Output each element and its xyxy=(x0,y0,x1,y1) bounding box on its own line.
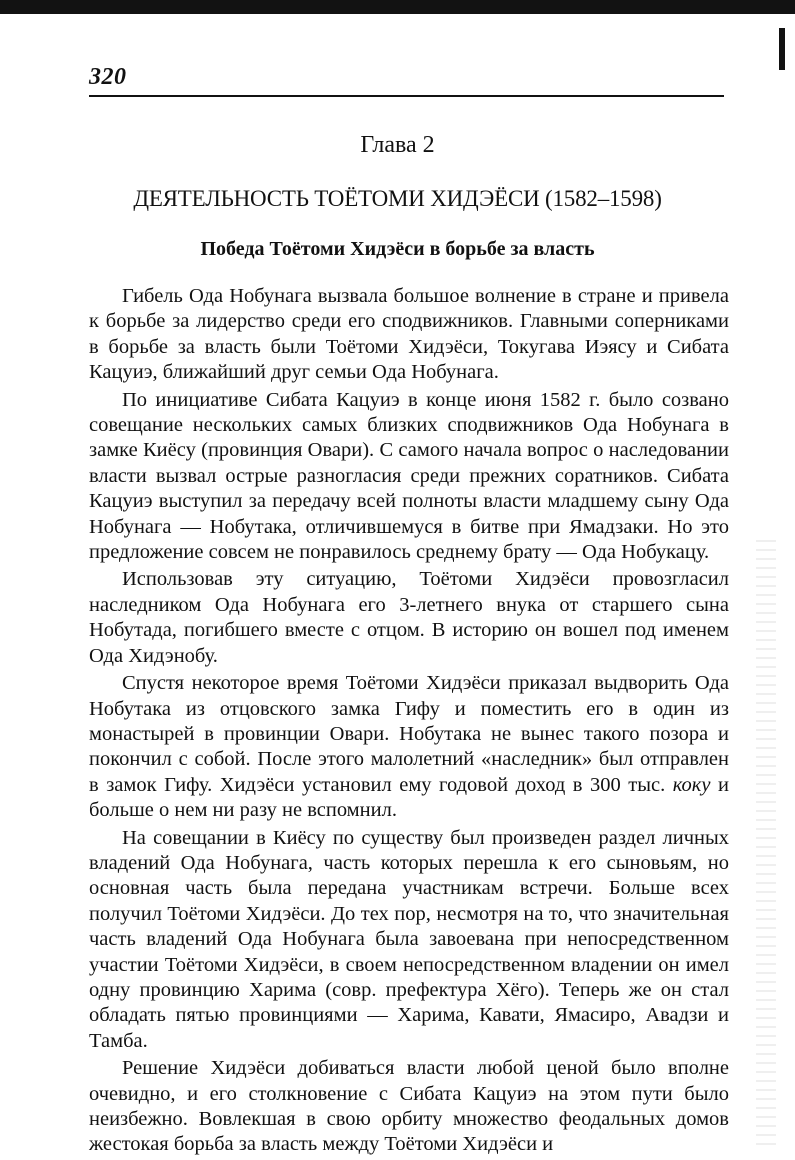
paragraph-4-text-a: Спустя некоторое время Тоётоми Хидэёси приказал выдворить Ода Нобутака из отцовского замка Гифу и поместить его в один из монастырей в провинции Овари. Нобутака не вынес такого позора и покончил с собой. После этого малолетний «наследник» был отправлен в замок Гифу. Хидэёси установил ему годовой доход в 300 тыс. xyxy=(89,672,729,796)
paragraph-6: Решение Хидэёси добиваться власти любой ценой было вполне очевидно, и его столкновение с Сибата Кацуиэ на этом пути было неизбежно. Вовлекшая в свою орбиту множество феодальных домов жестокая борьба за власть между Тоётоми Хидэёси и xyxy=(89,1057,729,1156)
body-text xyxy=(89,284,729,1160)
section-heading: Победа Тоётоми Хидэёси в борьбе за власть xyxy=(200,238,595,260)
paragraph-4-italic-term: коку xyxy=(672,773,711,796)
paragraph-4-text-b: и больше о нем ни разу не вспомнил. xyxy=(89,773,729,822)
paragraph-4 xyxy=(89,671,729,823)
paragraph-3: Использовав эту ситуацию, Тоётоми Хидэёси провозгласил наследником Ода Нобунага его 3-летнего внука от старшего сына Нобутада, погибшего вместе с отцом. В историю он вошел под именем Ода Хидэнобу. xyxy=(89,568,729,667)
page-number: 320 xyxy=(89,64,127,90)
paragraph-2: По инициативе Сибата Кацуиэ в конце июня 1582 г. было созвано совещание нескольких самых близких сподвижников Ода Нобунага в замке Киёсу (провинция Овари). С самого начала вопрос о наследовании власти вызвал острые разногласия среди прежних соратников. Сибата Кацуиэ выступил за передачу всей полноты власти младшему сыну Ода Нобунага — Нобутака, отличившемуся в битве при Ямадзаки. Но это предложение совсем не понравилось среднему брату — Ода Нобукацу. xyxy=(89,388,729,564)
header-rule xyxy=(89,95,724,97)
scan-mark-right xyxy=(779,28,785,70)
chapter-label: Глава 2 xyxy=(360,132,435,158)
paragraph-5: На совещании в Киёсу по существу был произведен раздел личных владений Ода Нобунага, часть которых перешла к его сыновьям, но основная часть была передана участникам встречи. Больше всех получил Тоётоми Хидэёси. До тех пор, несмотря на то, что значительная часть владений Ода Нобунага была завоевана при непосредственном участии Тоётоми Хидэёси, в своем непосредственном владении он имел одну провинцию Харима (совр. префектура Хёго). Теперь же он стал обладать пятью провинциями — Харима, Кавати, Ямасиро, Авадзи и Тамба. xyxy=(89,826,729,1052)
scan-border-top xyxy=(0,0,795,14)
chapter-title: ДЕЯТЕЛЬНОСТЬ ТОЁТОМИ ХИДЭЁСИ (1582–1598) xyxy=(133,186,662,211)
paragraph-1: Гибель Ода Нобунага вызвала большое волнение в стране и привела к борьбе за лидерство среди его сподвижников. Главными соперниками в борьбе за власть были Тоётоми Хидэёси, Токугава Иэясу и Сибата Кацуиэ, ближайший друг семьи Ода Нобунага. xyxy=(89,285,729,384)
scan-edge-noise xyxy=(756,540,776,1150)
